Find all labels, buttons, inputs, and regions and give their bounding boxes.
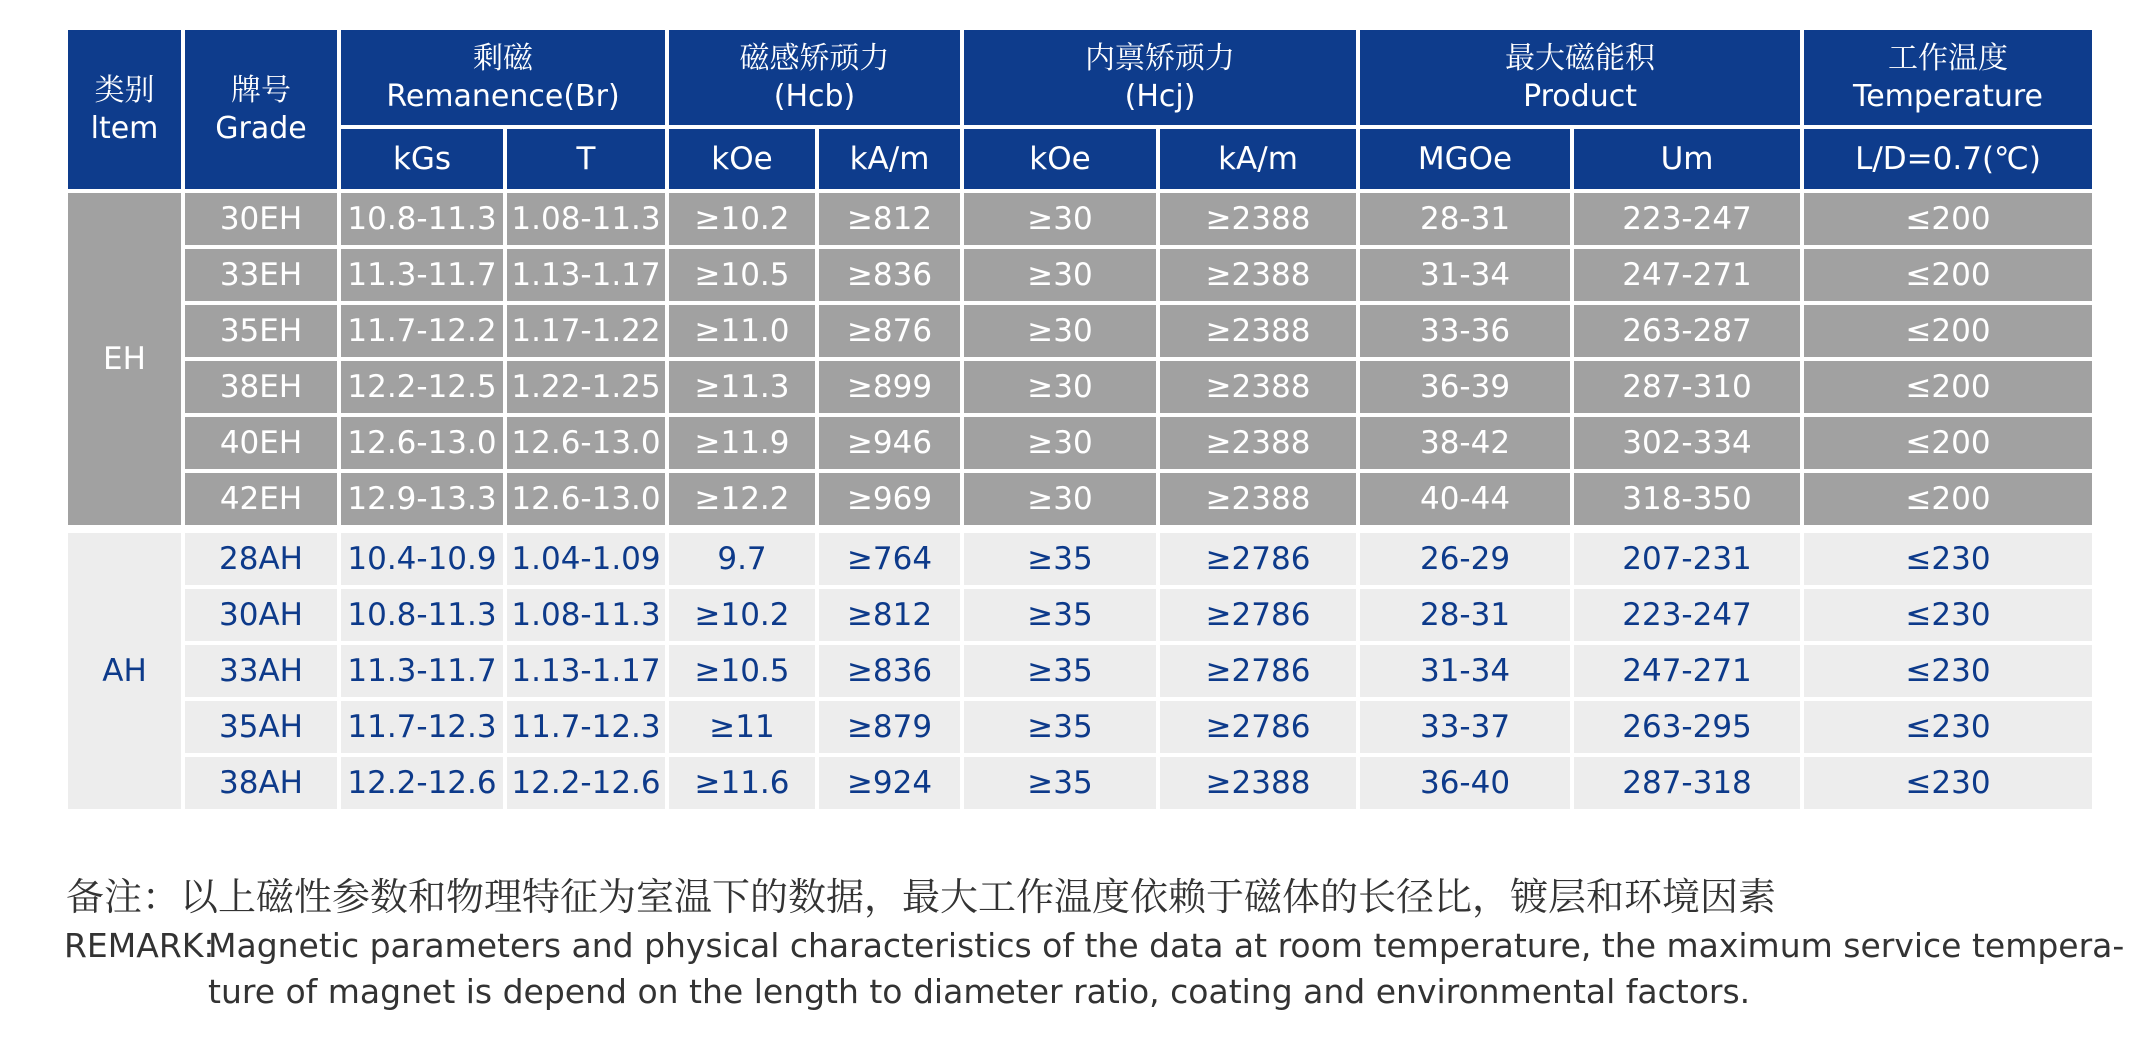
- cell-bh-um: 302-334: [1574, 417, 1800, 469]
- cell-bh-um: 318-350: [1574, 473, 1800, 525]
- cell-hcb-koe: ≥11.0: [669, 305, 815, 357]
- cell-br-kgs: 12.9-13.3: [341, 473, 503, 525]
- cell-hcb-kam: ≥764: [819, 533, 960, 585]
- cell-bh-mgoe: 31-34: [1360, 645, 1570, 697]
- cell-hcj-koe: ≥35: [964, 645, 1156, 697]
- cell-grade: 35AH: [185, 701, 337, 753]
- cell-grade: 38EH: [185, 361, 337, 413]
- cell-br-kgs: 12.2-12.6: [341, 757, 503, 809]
- table-body: [68, 193, 2092, 809]
- remark-label: REMARK:: [64, 926, 215, 965]
- cell-bh-um: 287-310: [1574, 361, 1800, 413]
- cell-hcj-kam: ≥2786: [1160, 645, 1356, 697]
- cell-hcb-kam: ≥812: [819, 589, 960, 641]
- cell-bh-um: 247-271: [1574, 645, 1800, 697]
- cell-temp: ≤230: [1804, 701, 2092, 753]
- cell-bh-mgoe: 33-37: [1360, 701, 1570, 753]
- cell-hcb-koe: ≥11.9: [669, 417, 815, 469]
- cell-hcj-kam: ≥2388: [1160, 249, 1356, 301]
- cell-br-kgs: 12.6-13.0: [341, 417, 503, 469]
- cell-br-t: 1.08-11.3: [507, 193, 665, 245]
- cell-br-t: 1.13-1.17: [507, 249, 665, 301]
- cell-hcj-kam: ≥2786: [1160, 589, 1356, 641]
- cell-hcj-koe: ≥35: [964, 757, 1156, 809]
- cell-grade: 28AH: [185, 533, 337, 585]
- cell-hcb-koe: ≥12.2: [669, 473, 815, 525]
- cell-temp: ≤200: [1804, 361, 2092, 413]
- header-grade: 牌号 Grade: [185, 30, 337, 189]
- cell-grade: 33EH: [185, 249, 337, 301]
- header-max-energy-product: 最大磁能积 Product: [1360, 30, 1800, 125]
- cell-hcj-koe: ≥35: [964, 533, 1156, 585]
- remark-english-line-1: Magnetic parameters and physical characteristics of the data at room temperature, the maximum service tempera-: [208, 926, 2125, 965]
- cell-hcj-koe: ≥30: [964, 193, 1156, 245]
- cell-hcb-kam: ≥879: [819, 701, 960, 753]
- cell-hcb-kam: ≥924: [819, 757, 960, 809]
- cell-hcb-koe: ≥10.2: [669, 193, 815, 245]
- cell-bh-mgoe: 36-40: [1360, 757, 1570, 809]
- cell-br-t: 12.2-12.6: [507, 757, 665, 809]
- cell-br-t: 1.13-1.17: [507, 645, 665, 697]
- table-row: [68, 473, 2092, 525]
- header-hcb: 磁感矫顽力 (Hcb): [669, 30, 960, 125]
- cell-hcb-kam: ≥836: [819, 645, 960, 697]
- table-row: [68, 645, 2092, 697]
- table-row: [68, 701, 2092, 753]
- cell-br-kgs: 11.3-11.7: [341, 645, 503, 697]
- cell-hcb-kam: ≥876: [819, 305, 960, 357]
- cell-br-kgs: 10.8-11.3: [341, 193, 503, 245]
- cell-hcj-kam: ≥2388: [1160, 417, 1356, 469]
- remark-english-line-2: ture of magnet is depend on the length to diameter ratio, coating and environmental factors.: [208, 972, 1751, 1011]
- magnet-spec-table: [64, 26, 2096, 813]
- cell-temp: ≤200: [1804, 417, 2092, 469]
- cell-hcb-koe: 9.7: [669, 533, 815, 585]
- table-row: [68, 305, 2092, 357]
- cell-grade: 30EH: [185, 193, 337, 245]
- unit-temperature: L/D=0.7(℃): [1804, 129, 2092, 189]
- cell-bh-mgoe: 38-42: [1360, 417, 1570, 469]
- cell-bh-mgoe: 26-29: [1360, 533, 1570, 585]
- cell-hcj-koe: ≥30: [964, 417, 1156, 469]
- cell-br-kgs: 10.4-10.9: [341, 533, 503, 585]
- cell-hcb-kam: ≥836: [819, 249, 960, 301]
- cell-grade: 42EH: [185, 473, 337, 525]
- table-row: [68, 361, 2092, 413]
- cell-bh-um: 223-247: [1574, 589, 1800, 641]
- cell-hcj-koe: ≥30: [964, 305, 1156, 357]
- unit-hcb-koe: kOe: [669, 129, 815, 189]
- cell-hcb-koe: ≥11.3: [669, 361, 815, 413]
- cell-hcj-kam: ≥2786: [1160, 533, 1356, 585]
- cell-br-t: 1.22-1.25: [507, 361, 665, 413]
- cell-bh-mgoe: 33-36: [1360, 305, 1570, 357]
- cell-hcj-kam: ≥2388: [1160, 305, 1356, 357]
- cell-temp: ≤200: [1804, 473, 2092, 525]
- cell-br-t: 1.08-11.3: [507, 589, 665, 641]
- category-cell: AH: [68, 533, 181, 809]
- table-row: [68, 249, 2092, 301]
- cell-hcj-kam: ≥2388: [1160, 193, 1356, 245]
- table-row: [68, 193, 2092, 245]
- cell-bh-mgoe: 40-44: [1360, 473, 1570, 525]
- cell-temp: ≤200: [1804, 193, 2092, 245]
- table-row: [68, 533, 2092, 585]
- cell-grade: 33AH: [185, 645, 337, 697]
- cell-hcj-kam: ≥2388: [1160, 473, 1356, 525]
- cell-grade: 38AH: [185, 757, 337, 809]
- cell-hcb-kam: ≥946: [819, 417, 960, 469]
- cell-br-kgs: 11.7-12.3: [341, 701, 503, 753]
- category-cell: EH: [68, 193, 181, 525]
- header-item: 类别 ltem: [68, 30, 181, 189]
- unit-hcj-koe: kOe: [964, 129, 1156, 189]
- cell-hcb-koe: ≥10.5: [669, 249, 815, 301]
- cell-hcb-kam: ≥969: [819, 473, 960, 525]
- cell-hcj-koe: ≥35: [964, 589, 1156, 641]
- unit-hcj-kam: kA/m: [1160, 129, 1356, 189]
- cell-br-kgs: 11.3-11.7: [341, 249, 503, 301]
- cell-br-t: 12.6-13.0: [507, 417, 665, 469]
- cell-hcj-koe: ≥30: [964, 249, 1156, 301]
- cell-hcb-koe: ≥10.2: [669, 589, 815, 641]
- cell-bh-um: 223-247: [1574, 193, 1800, 245]
- unit-br-kgs: kGs: [341, 129, 503, 189]
- cell-bh-um: 263-287: [1574, 305, 1800, 357]
- cell-br-t: 1.04-1.09: [507, 533, 665, 585]
- cell-bh-mgoe: 28-31: [1360, 193, 1570, 245]
- cell-br-kgs: 10.8-11.3: [341, 589, 503, 641]
- cell-bh-mgoe: 36-39: [1360, 361, 1570, 413]
- cell-br-t: 11.7-12.3: [507, 701, 665, 753]
- unit-hcb-kam: kA/m: [819, 129, 960, 189]
- cell-hcj-koe: ≥30: [964, 473, 1156, 525]
- cell-temp: ≤200: [1804, 249, 2092, 301]
- cell-br-t: 12.6-13.0: [507, 473, 665, 525]
- cell-bh-mgoe: 31-34: [1360, 249, 1570, 301]
- cell-bh-um: 287-318: [1574, 757, 1800, 809]
- cell-hcb-koe: ≥11.6: [669, 757, 815, 809]
- cell-hcb-kam: ≥812: [819, 193, 960, 245]
- header-remanence: 剩磁 Remanence(Br): [341, 30, 665, 125]
- cell-bh-mgoe: 28-31: [1360, 589, 1570, 641]
- cell-br-kgs: 12.2-12.5: [341, 361, 503, 413]
- cell-bh-um: 247-271: [1574, 249, 1800, 301]
- cell-hcj-koe: ≥30: [964, 361, 1156, 413]
- remark-chinese: 备注：以上磁性参数和物理特征为室温下的数据，最大工作温度依赖于磁体的长径比，镀层和环境因素: [66, 875, 1777, 919]
- cell-grade: 30AH: [185, 589, 337, 641]
- cell-temp: ≤200: [1804, 305, 2092, 357]
- cell-bh-um: 263-295: [1574, 701, 1800, 753]
- header-temperature: 工作温度 Temperature: [1804, 30, 2092, 125]
- cell-br-t: 1.17-1.22: [507, 305, 665, 357]
- unit-bh-um: Um: [1574, 129, 1800, 189]
- cell-grade: 40EH: [185, 417, 337, 469]
- header-hcj: 内禀矫顽力 (Hcj): [964, 30, 1356, 125]
- cell-temp: ≤230: [1804, 645, 2092, 697]
- cell-hcj-kam: ≥2388: [1160, 361, 1356, 413]
- cell-temp: ≤230: [1804, 757, 2092, 809]
- cell-grade: 35EH: [185, 305, 337, 357]
- table-row: [68, 417, 2092, 469]
- cell-hcb-koe: ≥10.5: [669, 645, 815, 697]
- cell-br-kgs: 11.7-12.2: [341, 305, 503, 357]
- cell-hcj-kam: ≥2388: [1160, 757, 1356, 809]
- unit-br-t: T: [507, 129, 665, 189]
- cell-hcj-koe: ≥35: [964, 701, 1156, 753]
- cell-hcb-koe: ≥11: [669, 701, 815, 753]
- cell-temp: ≤230: [1804, 589, 2092, 641]
- table-row: [68, 589, 2092, 641]
- cell-hcj-kam: ≥2786: [1160, 701, 1356, 753]
- table-row: [68, 757, 2092, 809]
- unit-bh-mgoe: MGOe: [1360, 129, 1570, 189]
- cell-temp: ≤230: [1804, 533, 2092, 585]
- cell-bh-um: 207-231: [1574, 533, 1800, 585]
- cell-hcb-kam: ≥899: [819, 361, 960, 413]
